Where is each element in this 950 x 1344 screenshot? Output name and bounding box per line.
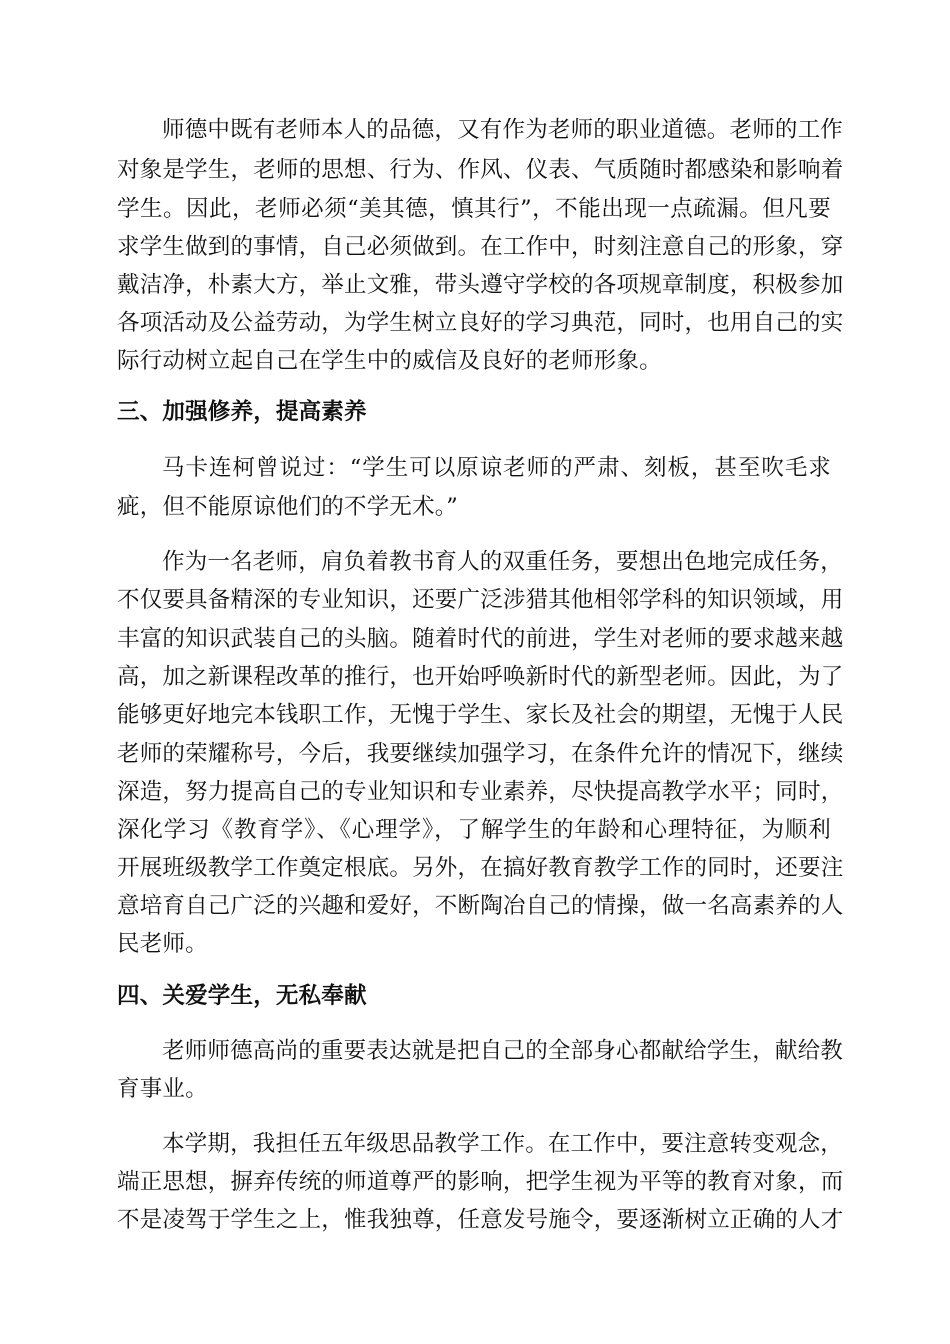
text-line: 育事业。 [117,1076,208,1102]
text-line: 高，加之新课程改革的推行，也开始呼唤新时代的新型老师。因此，为了 [117,664,844,690]
text-line: 开展班级教学工作奠定根底。另外，在搞好教育教学工作的同时，还要注 [117,855,844,881]
text-line: 求学生做到的事情，自己必须做到。在工作中，时刻注意自己的形象，穿 [117,234,844,260]
text-line: 深造，努力提高自己的专业知识和专业素养，尽快提高教学水平；同时， [117,779,844,805]
text-line: 作为一名老师，肩负着教书育人的双重任务，要想出色地完成任务， [162,549,844,575]
text-line: 对象是学生，老师的思想、行为、作风、仪表、气质随时都感染和影响着 [117,157,844,183]
section-heading-4: 四、关爱学生，无私奉献 [117,983,367,1009]
text-line: 学生。因此，老师必须“美其德，慎其行”，不能出现一点疏漏。但凡要 [117,196,831,222]
text-line: 戴洁净，朴素大方，举止文雅，带头遵守学校的各项规章制度，积极参加 [117,272,844,298]
text-line: 各项活动及公益劳动，为学生树立良好的学习典范，同时，也用自己的实 [117,310,844,336]
text-line: 不是凌驾于学生之上，惟我独尊，任意发号施令，要逐渐树立正确的人才 [117,1207,844,1233]
text-line: 马卡连柯曾说过：“学生可以原谅老师的严肃、刻板，甚至吹毛求 [162,455,831,481]
text-line: 老师师德高尚的重要表达就是把自己的全部身心都献给学生，献给教 [162,1038,844,1064]
text-line: 不仅要具备精深的专业知识，还要广泛涉猎其他相邻学科的知识领域，用 [117,587,844,613]
text-line: 际行动树立起自己在学生中的威信及良好的老师形象。 [117,348,662,374]
text-line: 深化学习《教育学》、《心理学》，了解学生的年龄和心理特征，为顺利 [117,817,831,843]
text-line: 丰富的知识武装自己的头脑。随着时代的前进，学生对老师的要求越来越 [117,626,844,652]
text-line: 疵，但不能原谅他们的不学无术。” [117,494,458,520]
text-line: 师德中既有老师本人的品德，又有作为老师的职业道德。老师的工作 [162,117,844,143]
text-line: 意培育自己广泛的兴趣和爱好，不断陶冶自己的情操，做一名高素养的人 [117,893,844,919]
text-line: 民老师。 [117,931,208,957]
text-line: 端正思想，摒弃传统的师道尊严的影响，把学生视为平等的教育对象，而 [117,1169,844,1195]
section-heading-3: 三、加强修养，提高素养 [117,399,367,425]
text-line: 能够更好地完本钱职工作，无愧于学生、家长及社会的期望，无愧于人民 [117,702,844,728]
text-line: 本学期，我担任五年级思品教学工作。在工作中，要注意转变观念， [162,1131,844,1157]
text-line: 老师的荣耀称号，今后，我要继续加强学习，在条件允许的情况下，继续 [117,741,844,767]
